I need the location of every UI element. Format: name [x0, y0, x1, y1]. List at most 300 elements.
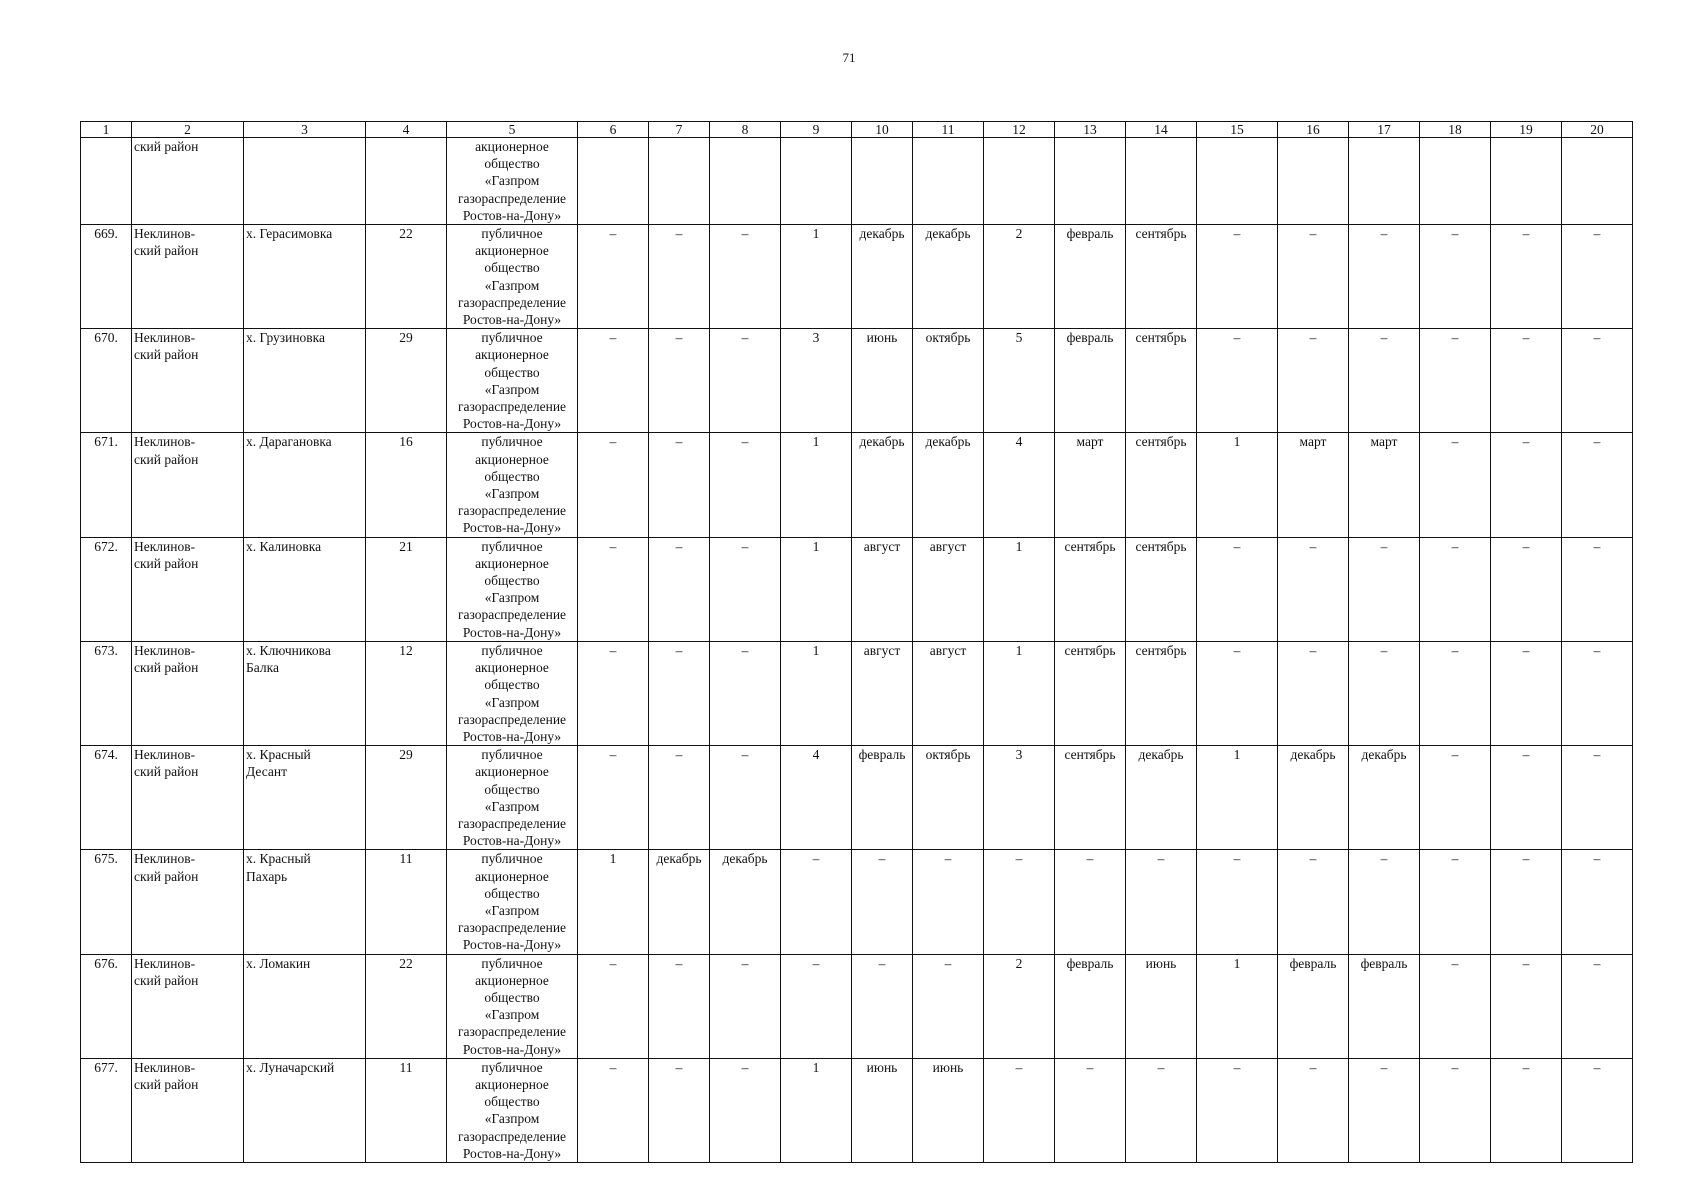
table-cell: – [984, 850, 1055, 954]
table-cell: – [710, 641, 781, 745]
count-cell: 22 [366, 954, 447, 1058]
table-cell: – [710, 537, 781, 641]
district-line: ский район [134, 764, 199, 780]
table-cell: – [1562, 433, 1633, 537]
organization-line: общество [484, 364, 540, 380]
organization-line: публичное [481, 330, 543, 346]
table-cell: – [578, 641, 649, 745]
table-cell: – [1278, 1058, 1349, 1162]
row-number-cell: 671. [81, 433, 132, 537]
organization-line: газораспределение [457, 711, 567, 727]
table-cell [852, 138, 913, 225]
table-cell: 1 [578, 850, 649, 954]
table-cell: – [1349, 641, 1420, 745]
row-number-cell: 673. [81, 641, 132, 745]
organization-line: «Газпром [484, 486, 540, 502]
organization-line: «Газпром [484, 381, 540, 397]
district-cell [132, 329, 244, 433]
table-cell: октябрь [913, 746, 984, 850]
table-cell: – [710, 1058, 781, 1162]
table-cell: август [913, 537, 984, 641]
organization-line: публичное [481, 642, 543, 658]
district-line: Неклинов- [134, 747, 196, 763]
table-cell: – [1420, 850, 1491, 954]
table-cell: – [578, 1058, 649, 1162]
table-row [81, 537, 1633, 641]
table-cell: – [649, 746, 710, 850]
table-cell: – [984, 1058, 1055, 1162]
place-line: х. Луначарский [246, 1059, 335, 1075]
organization-line: «Газпром [484, 1007, 540, 1023]
table-cell: – [852, 954, 913, 1058]
district-line: Неклинов- [134, 538, 196, 554]
table-cell: – [578, 954, 649, 1058]
table-cell: октябрь [913, 329, 984, 433]
table-cell: – [1349, 850, 1420, 954]
data-table [80, 121, 1633, 1163]
table-cell: декабрь [649, 850, 710, 954]
district-line: ский район [134, 555, 199, 571]
column-header: 7 [649, 122, 710, 138]
organization-line: публичное [481, 747, 543, 763]
organization-line: Ростов-на-Дону» [462, 624, 562, 640]
row-number-cell: 677. [81, 1058, 132, 1162]
table-cell: декабрь [1278, 746, 1349, 850]
table-cell: – [1491, 433, 1562, 537]
column-header: 2 [132, 122, 244, 138]
table-cell: – [1055, 850, 1126, 954]
organization-line: акционерное [475, 764, 549, 780]
table-cell: – [1278, 850, 1349, 954]
table-cell: 1 [781, 641, 852, 745]
organization-cell [447, 850, 578, 954]
place-line: х. Дарагановка [246, 434, 332, 450]
table-cell: – [1562, 954, 1633, 1058]
organization-line: Ростов-на-Дону» [462, 937, 562, 953]
table-cell: декабрь [913, 225, 984, 329]
table-cell: – [578, 225, 649, 329]
table-cell: – [710, 954, 781, 1058]
table-cell: август [913, 641, 984, 745]
table-cell: – [1491, 329, 1562, 433]
organization-line: газораспределение [457, 815, 567, 831]
district-line: Неклинов- [134, 226, 196, 242]
organization-line: общество [484, 989, 540, 1005]
organization-line: акционерное [475, 972, 549, 988]
organization-cell [447, 138, 578, 225]
table-cell: 1 [781, 537, 852, 641]
table-cell: – [1197, 850, 1278, 954]
table-cell: 1 [781, 1058, 852, 1162]
table-row [81, 433, 1633, 537]
organization-line: публичное [481, 226, 543, 242]
organization-line: газораспределение [457, 1128, 567, 1144]
place-line: х. Грузиновка [246, 330, 326, 346]
district-line: ский район [134, 243, 199, 259]
organization-cell [447, 329, 578, 433]
organization-line: газораспределение [457, 503, 567, 519]
table-cell: – [710, 225, 781, 329]
table-cell: сентябрь [1126, 329, 1197, 433]
table-cell: – [781, 850, 852, 954]
organization-cell [447, 641, 578, 745]
table-cell: – [1420, 329, 1491, 433]
count-cell: 11 [366, 850, 447, 954]
table-row [81, 954, 1633, 1058]
table-cell: – [649, 433, 710, 537]
district-line: Неклинов- [134, 851, 196, 867]
table-cell: – [710, 329, 781, 433]
table-cell: – [1197, 537, 1278, 641]
column-header: 8 [710, 122, 781, 138]
table-cell [984, 138, 1055, 225]
table-cell: – [1197, 641, 1278, 745]
row-number-cell: 670. [81, 329, 132, 433]
district-cell [132, 537, 244, 641]
table-cell: – [1562, 850, 1633, 954]
table-cell: – [1491, 746, 1562, 850]
organization-line: «Газпром [484, 902, 540, 918]
place-cell [244, 537, 366, 641]
district-cell [132, 954, 244, 1058]
table-cell: – [1278, 537, 1349, 641]
table-cell [649, 138, 710, 225]
table-cell: – [1197, 1058, 1278, 1162]
table-cell: – [1349, 537, 1420, 641]
table-cell: 1 [781, 225, 852, 329]
organization-cell [447, 433, 578, 537]
place-line: Десант [246, 764, 287, 780]
table-cell: – [1420, 1058, 1491, 1162]
organization-cell [447, 537, 578, 641]
table-cell: 1 [1197, 954, 1278, 1058]
table-row [81, 850, 1633, 954]
table-cell [913, 138, 984, 225]
district-cell [132, 641, 244, 745]
table-cell [1420, 138, 1491, 225]
place-cell [244, 225, 366, 329]
table-cell [1126, 138, 1197, 225]
place-line: х. Калиновка [246, 538, 322, 554]
table-cell: – [1278, 225, 1349, 329]
count-cell [366, 138, 447, 225]
column-header: 5 [447, 122, 578, 138]
table-cell: – [578, 537, 649, 641]
organization-line: «Газпром [484, 277, 540, 293]
organization-line: «Газпром [484, 694, 540, 710]
district-cell [132, 225, 244, 329]
organization-line: газораспределение [457, 294, 567, 310]
organization-line: «Газпром [484, 173, 540, 189]
district-line: Неклинов- [134, 955, 196, 971]
place-line: х. Герасимовка [246, 226, 333, 242]
table-cell: – [1126, 1058, 1197, 1162]
place-cell [244, 746, 366, 850]
organization-line: акционерное [475, 347, 549, 363]
organization-line: «Газпром [484, 798, 540, 814]
count-cell: 29 [366, 329, 447, 433]
organization-line: акционерное [475, 1076, 549, 1092]
continuation-row [81, 138, 1633, 225]
table-cell: – [578, 329, 649, 433]
organization-line: газораспределение [457, 399, 567, 415]
place-line: Балка [246, 660, 279, 676]
table-cell: – [1562, 746, 1633, 850]
column-header: 17 [1349, 122, 1420, 138]
organization-line: общество [484, 677, 540, 693]
table-cell: декабрь [852, 225, 913, 329]
table-cell [1055, 138, 1126, 225]
organization-line: общество [484, 260, 540, 276]
table-cell: – [1562, 1058, 1633, 1162]
district-line: ский район [134, 972, 199, 988]
table-cell: – [1562, 225, 1633, 329]
organization-line: акционерное [475, 555, 549, 571]
organization-line: акционерное [475, 451, 549, 467]
district-line: Неклинов- [134, 1059, 196, 1075]
table-cell: февраль [1055, 954, 1126, 1058]
place-line: х. Красный [246, 747, 311, 763]
table-cell [710, 138, 781, 225]
table-cell: – [1491, 1058, 1562, 1162]
table-cell: – [1491, 641, 1562, 745]
table-cell: – [1562, 329, 1633, 433]
table-cell: сентябрь [1055, 746, 1126, 850]
count-cell: 29 [366, 746, 447, 850]
column-header: 13 [1055, 122, 1126, 138]
table-cell: февраль [852, 746, 913, 850]
organization-line: «Газпром [484, 590, 540, 606]
table-cell: – [1491, 954, 1562, 1058]
count-cell: 21 [366, 537, 447, 641]
district-line: ский район [134, 451, 199, 467]
table-cell: – [1349, 225, 1420, 329]
table-cell: 1 [984, 641, 1055, 745]
table-cell: – [649, 1058, 710, 1162]
organization-cell [447, 746, 578, 850]
table-cell: 1 [1197, 746, 1278, 850]
organization-line: публичное [481, 851, 543, 867]
table-cell: – [1420, 225, 1491, 329]
district-line: Неклинов- [134, 642, 196, 658]
table-cell: июнь [852, 329, 913, 433]
table-cell: июнь [913, 1058, 984, 1162]
table-cell: 4 [781, 746, 852, 850]
table-cell [1491, 138, 1562, 225]
table-cell: – [1349, 1058, 1420, 1162]
table-cell: 2 [984, 225, 1055, 329]
table-cell: – [710, 746, 781, 850]
table-cell: декабрь [852, 433, 913, 537]
table-cell: декабрь [710, 850, 781, 954]
table-cell: февраль [1278, 954, 1349, 1058]
place-line: Пахарь [246, 868, 288, 884]
organization-line: акционерное [475, 660, 549, 676]
district-line: ский район [134, 1076, 199, 1092]
organization-line: общество [484, 781, 540, 797]
organization-line: Ростов-на-Дону» [462, 728, 562, 744]
table-cell: март [1278, 433, 1349, 537]
column-header: 9 [781, 122, 852, 138]
table-cell [1278, 138, 1349, 225]
organization-line: газораспределение [457, 607, 567, 623]
table-cell: – [1562, 537, 1633, 641]
organization-line: «Газпром [484, 1111, 540, 1127]
table-cell: март [1349, 433, 1420, 537]
table-cell: февраль [1055, 225, 1126, 329]
count-cell: 16 [366, 433, 447, 537]
organization-line: Ростов-на-Дону» [462, 520, 562, 536]
table-cell: – [1278, 641, 1349, 745]
count-cell: 22 [366, 225, 447, 329]
place-cell [244, 1058, 366, 1162]
column-header: 19 [1491, 122, 1562, 138]
district-cell [132, 1058, 244, 1162]
table-cell: сентябрь [1126, 641, 1197, 745]
table-row [81, 329, 1633, 433]
table-cell: – [710, 433, 781, 537]
table-cell: сентябрь [1055, 537, 1126, 641]
organization-cell [447, 954, 578, 1058]
organization-line: газораспределение [457, 1024, 567, 1040]
table-cell: – [1420, 433, 1491, 537]
place-cell [244, 850, 366, 954]
table-cell: – [649, 537, 710, 641]
table-cell: 5 [984, 329, 1055, 433]
table-cell: август [852, 641, 913, 745]
table-cell: 3 [781, 329, 852, 433]
table-row [81, 746, 1633, 850]
column-header: 11 [913, 122, 984, 138]
row-number-cell: 676. [81, 954, 132, 1058]
table-cell: – [1491, 537, 1562, 641]
column-header: 20 [1562, 122, 1633, 138]
column-header: 16 [1278, 122, 1349, 138]
table-row [81, 1058, 1633, 1162]
table-cell: – [1197, 329, 1278, 433]
row-number-cell: 675. [81, 850, 132, 954]
organization-line: акционерное [475, 868, 549, 884]
table-cell: март [1055, 433, 1126, 537]
table-cell: 1 [984, 537, 1055, 641]
table-cell: – [1055, 1058, 1126, 1162]
place-line: х. Ключникова [246, 642, 331, 658]
organization-line: общество [484, 156, 540, 172]
column-header: 15 [1197, 122, 1278, 138]
organization-line: Ростов-на-Дону» [462, 1145, 562, 1161]
place-line: х. Ломакин [246, 955, 311, 971]
table-cell: сентябрь [1126, 537, 1197, 641]
organization-cell [447, 1058, 578, 1162]
district-cell [132, 850, 244, 954]
table-cell [1349, 138, 1420, 225]
column-header: 1 [81, 122, 132, 138]
table-cell: август [852, 537, 913, 641]
table-cell: сентябрь [1126, 433, 1197, 537]
table-cell [578, 138, 649, 225]
organization-line: газораспределение [457, 190, 567, 206]
organization-line: публичное [481, 434, 543, 450]
column-header: 18 [1420, 122, 1491, 138]
row-number-cell: 669. [81, 225, 132, 329]
table-cell: – [578, 746, 649, 850]
organization-line: Ростов-на-Дону» [462, 833, 562, 849]
organization-line: публичное [481, 1059, 543, 1075]
column-header: 14 [1126, 122, 1197, 138]
table-cell: – [1197, 225, 1278, 329]
table-cell: февраль [1349, 954, 1420, 1058]
table-cell: – [852, 850, 913, 954]
row-number-cell: 672. [81, 537, 132, 641]
district-cell [132, 433, 244, 537]
table-cell: февраль [1055, 329, 1126, 433]
table-cell: – [1420, 954, 1491, 1058]
column-header: 3 [244, 122, 366, 138]
row-number-cell: 674. [81, 746, 132, 850]
table-row [81, 225, 1633, 329]
place-cell [244, 641, 366, 745]
organization-line: акционерное [475, 139, 549, 154]
organization-line: публичное [481, 538, 543, 554]
district-line: ский район [134, 660, 199, 676]
place-cell [244, 329, 366, 433]
organization-line: газораспределение [457, 920, 567, 936]
place-cell [244, 433, 366, 537]
organization-line: общество [484, 885, 540, 901]
place-line: х. Красный [246, 851, 311, 867]
table-cell: – [1420, 641, 1491, 745]
table-cell: сентябрь [1126, 225, 1197, 329]
table-cell [1197, 138, 1278, 225]
place-cell [244, 138, 366, 225]
organization-line: акционерное [475, 243, 549, 259]
row-number-cell [81, 138, 132, 225]
organization-line: общество [484, 573, 540, 589]
table-cell: – [649, 954, 710, 1058]
table-row [81, 641, 1633, 745]
table-cell: 4 [984, 433, 1055, 537]
organization-line: Ростов-на-Дону» [462, 207, 562, 223]
table-cell: 1 [781, 433, 852, 537]
page-number: 71 [842, 50, 856, 65]
table-cell: – [1278, 329, 1349, 433]
table-cell: – [578, 433, 649, 537]
organization-line: публичное [481, 955, 543, 971]
header-row [81, 122, 1633, 138]
table-cell [781, 138, 852, 225]
table-cell: декабрь [1126, 746, 1197, 850]
organization-line: Ростов-на-Дону» [462, 416, 562, 432]
table-cell: декабрь [1349, 746, 1420, 850]
organization-cell [447, 225, 578, 329]
table-cell: 2 [984, 954, 1055, 1058]
column-header: 12 [984, 122, 1055, 138]
table-cell: сентябрь [1055, 641, 1126, 745]
table-cell: 3 [984, 746, 1055, 850]
table-cell: – [1349, 329, 1420, 433]
table-cell [1562, 138, 1633, 225]
table-cell: – [781, 954, 852, 1058]
table-cell: – [649, 641, 710, 745]
district-cell [132, 746, 244, 850]
district-cell: ский район [132, 138, 244, 225]
table-cell: июнь [852, 1058, 913, 1162]
table-cell: – [649, 225, 710, 329]
table-cell: декабрь [913, 433, 984, 537]
column-header: 4 [366, 122, 447, 138]
district-line: Неклинов- [134, 330, 196, 346]
district-line: ский район [134, 868, 199, 884]
